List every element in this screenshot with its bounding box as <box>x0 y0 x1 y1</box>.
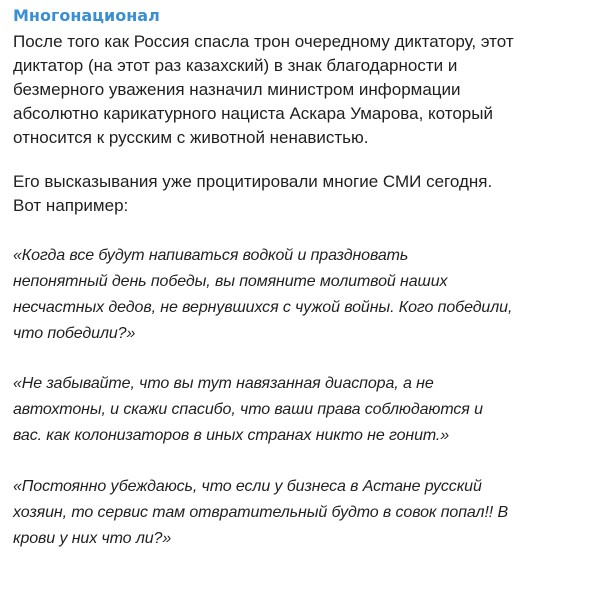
quote-paragraph-2 <box>13 371 583 449</box>
text-line: Вот например: <box>13 196 129 215</box>
lead-paragraph <box>13 170 583 218</box>
quote-line: «Не забывайте, что вы тут навязанная диаспора, а не <box>13 375 434 392</box>
text-line: безмерного уважения назначил министром информации <box>13 80 461 99</box>
text-line: диктатор (на этот раз казахский) в знак благодарности и <box>13 56 458 75</box>
quote-line: несчастных дедов, не вернувшихся с чужой войны. Кого победили, <box>13 299 513 316</box>
quote-line: «Постоянно убеждаюсь, что если у бизнеса в Астане русский <box>13 478 482 495</box>
quote-paragraph-1 <box>13 243 583 347</box>
quote-line: непонятный день победы, вы помяните молитвой наших <box>13 273 448 290</box>
paragraph-gap <box>13 150 583 170</box>
quote-line: что победили?» <box>13 325 136 342</box>
quote-line: хозяин, то сервис там отвратительный будто в совок попал!! В <box>13 504 509 521</box>
quote-line: «Когда все будут напиваться водкой и праздновать <box>13 247 409 264</box>
paragraph-gap <box>13 218 583 243</box>
text-line: Его высказывания уже процитировали многие СМИ сегодня. <box>13 172 493 191</box>
text-line: относится к русским с животной ненавистью. <box>13 128 369 147</box>
quote-line: крови у них что ли?» <box>13 530 172 547</box>
text-line: После того как Россия спасла трон очередному диктатору, этот <box>13 32 514 51</box>
quote-line: автохтоны, и скажи спасибо, что ваши права соблюдаются и <box>13 401 483 418</box>
paragraph-gap <box>13 347 583 371</box>
text-line: абсолютно карикатурного нациста Аскара Умарова, который <box>13 104 493 123</box>
quote-paragraph-3 <box>13 474 583 552</box>
quote-line: вас. как колонизаторов в иных странах никто не гонит.» <box>13 427 450 444</box>
paragraph-gap <box>13 449 583 474</box>
channel-name[interactable]: Многонационал <box>13 6 160 25</box>
intro-paragraph <box>13 30 583 150</box>
